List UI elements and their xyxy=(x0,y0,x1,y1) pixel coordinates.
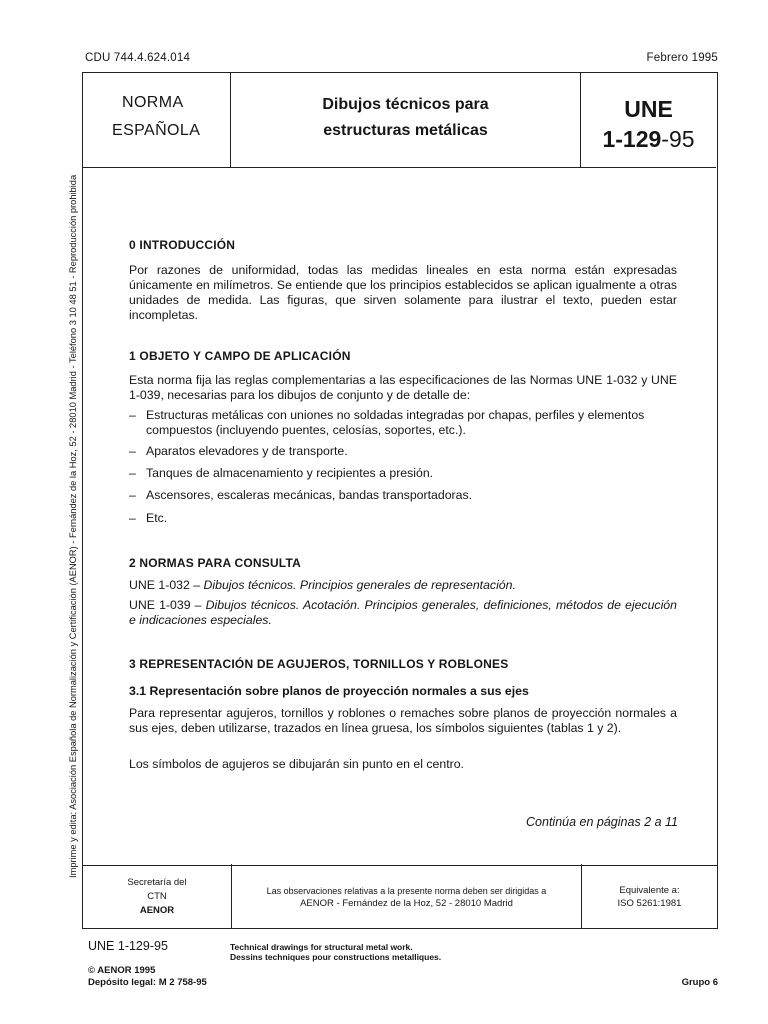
header-table xyxy=(82,72,716,168)
norma-label: NORMA xyxy=(122,94,184,111)
document-title-line2: estructuras metálicas xyxy=(323,122,488,139)
continuation-note: Continúa en páginas 2 a 11 xyxy=(526,815,678,829)
title-cell xyxy=(231,72,581,167)
publisher-side-note: Imprime y edita: Asociación Española de Normalización y Certificación (AENOR) - Fernández de la Hoz, 52 - 28010 Madrid - Teléfono 3 10 48 51 - Reproducción prohibida xyxy=(68,174,78,878)
observations-line2: AENOR - Fernández de la Hoz, 52 - 28010 Madrid xyxy=(300,898,513,909)
price-group: Grupo 6 xyxy=(681,977,718,988)
section-3-title: 3 REPRESENTACIÓN DE AGUJEROS, TORNILLOS Y ROBLONES xyxy=(129,657,509,671)
legal-info xyxy=(88,965,207,989)
cdu-code: CDU 744.4.624.014 xyxy=(85,52,191,64)
section-1-text: Esta norma fija las reglas complementarias a las especificaciones de las Normas UNE 1-032 y UNE 1-039, necesarias para los dibujos de conjunto y de detalle de: xyxy=(129,373,677,402)
reference-une-1-039: UNE 1-039 – Dibujos técnicos. Acotación. Principios generales, definiciones, métodos de ejecución e indicaciones especiales. xyxy=(129,598,677,627)
norma-cell xyxy=(82,72,231,167)
copyright: © AENOR 1995 xyxy=(88,965,156,976)
standard-number-year: -95 xyxy=(661,126,695,152)
standard-code-cell xyxy=(581,72,716,167)
bottom-standard-code: UNE 1-129-95 xyxy=(88,939,168,953)
observations-line1: Las observaciones relativas a la presente norma deben ser dirigidas a xyxy=(266,886,547,896)
title-translations xyxy=(230,942,441,962)
secretariat-line2: CTN xyxy=(147,891,167,902)
secretariat-line1: Secretaría del xyxy=(127,877,187,888)
section-0-title: 0 INTRODUCCIÓN xyxy=(129,238,236,252)
section-3-1-text-2: Los símbolos de agujeros se dibujarán sin punto en el centro. xyxy=(129,757,464,771)
standard-number xyxy=(581,126,716,153)
french-title: Dessins techniques pour constructions metalliques. xyxy=(230,952,442,962)
secretariat-line3: AENOR xyxy=(139,905,175,916)
equivalence-standard: ISO 5261:1981 xyxy=(617,898,682,909)
standard-number-main: 1-129 xyxy=(602,126,662,152)
reference-une-1-032: UNE 1-032 – Dibujos técnicos. Principios generales de representación. xyxy=(129,578,516,592)
footer-table xyxy=(82,864,718,929)
secretariat-cell xyxy=(83,864,232,928)
une-label: UNE xyxy=(624,96,673,122)
espanola-label: ESPAÑOLA xyxy=(112,122,201,139)
section-3-1-text: Para representar agujeros, tornillos y roblones o remaches sobre planos de proyección normales a sus ejes, deben utilizarse, trazados en línea gruesa, los símbolos siguientes (tablas 1 y 2). xyxy=(129,706,677,735)
legal-deposit: Depósito legal: M 2 758-95 xyxy=(88,977,207,988)
section-0-text: Por razones de uniformidad, todas las medidas lineales en esta norma están expresadas únicamente en milímetros. Se entiende que los principios establecidos se aplican igualmente a otras unidades de medida. Las figuras, que sirven solamente para ilustrar el texto, pueden estar incompletas. xyxy=(129,263,677,322)
equivalence-label: Equivalente a: xyxy=(619,885,680,896)
observations-cell xyxy=(232,864,582,928)
english-title: Technical drawings for structural metal work. xyxy=(230,942,413,952)
publication-date: Febrero 1995 xyxy=(646,52,718,64)
equivalence-cell xyxy=(582,864,717,928)
document-title-line1: Dibujos técnicos para xyxy=(322,96,489,113)
section-3-1-title: 3.1 Representación sobre planos de proyección normales a sus ejes xyxy=(129,684,529,698)
section-2-title: 2 NORMAS PARA CONSULTA xyxy=(129,556,301,570)
scope-list: – Estructuras metálicas con uniones no soldadas integradas por chapas, perfiles y elementos compuestos (incluyendo puentes, celosías, soportes, etc.). – Aparatos elevadores y de transporte. – Tanques de almacenamiento y recipientes a presión. – Ascensores, escaleras mecánicas, bandas transportadoras. – Etc. xyxy=(129,408,645,525)
section-1-title: 1 OBJETO Y CAMPO DE APLICACIÓN xyxy=(129,349,351,363)
